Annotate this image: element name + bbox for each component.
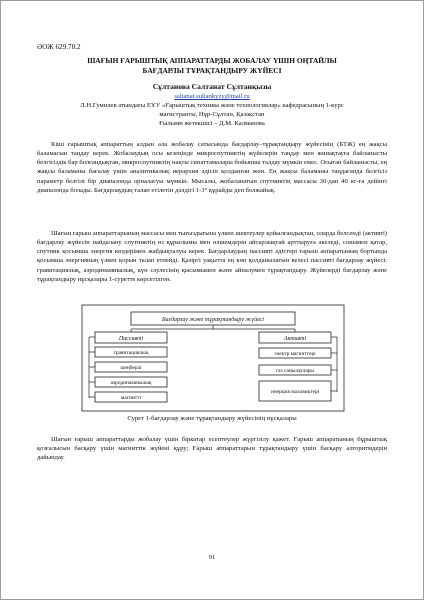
passive-item-aero: аэродинамикалық — [110, 380, 152, 386]
active-item-gas-jets: газ саңылаулары — [275, 368, 315, 374]
active-item-electromagnets: электр магниттері — [274, 351, 316, 357]
affiliation-block — [37, 101, 387, 129]
active-header: Активті — [283, 336, 307, 342]
affiliation-line: Л.Н.Гумилев атындағы ЕҰУ «Ғарыштық техника және технологиялар» кафедрасының 1-курс — [80, 102, 344, 109]
figure-1-diagram — [81, 304, 345, 412]
paper-title — [37, 56, 387, 76]
diagram-top-label: Бағдарлау және тұрақтандыру жүйесі — [161, 317, 265, 323]
title-line: БАҒДАРЛЫ ТҰРАҚТАНДЫРУ ЖҮЙЕСІ — [142, 66, 282, 75]
passive-item-gravity: гравитациялық — [113, 350, 149, 356]
udc-code: ӘОЖ 629.78.2 — [37, 43, 81, 51]
supervisor-line: Ғылыми жетекшісі – Д.М. Калманова — [159, 120, 265, 128]
body-paragraph-2: Шағын ғарыш аппараттарының массасы мен тығыздығына үлкен шектеулер қойылғандықтан, оларда белсенді (активті) бағдарлау жүйесін пайдалану спутниктің өз құрылымы мен өлшемдерін айтарлықтай арттыруға әкеледі, сонымен қатар, спутник қосымша энергия көздерімен жабдықталуы керек. Бағдарлаудың пассивті әдістері ғарыш аппаратының бортында қосымша энергияның үлкен қорын талап етпейді. Қазіргі уақытта ең көп қолданылатын келесі пассивті бағдарлау жүйесі: гравитациялық, аэродинамикалық, күн сәулесінің қысымымен және айналумен тұрақтандыру. Жүйелерді бағдарлау және тұрақтандыру нұсқалары 1-суретте көрсетілген. — [37, 230, 387, 283]
body-paragraph-3: Шағын ғарыш аппараттарды жобалау үшін біркатар есептеулер жүргізілу қажет. Ғарыш аппаратының бұрыштық қозғалысын басқару үшін магниттік жүйені құру; Ғарыш аппараттарын тұрақтандыру үшін басқару алгоритмдерін дайындау. — [37, 436, 387, 462]
title-line: ШАҒЫН ҒАРЫШТЫҚ АППАРАТТАРДЫ ЖОБАЛАУ ҮШІН ОҢТАЙЛЫ — [87, 56, 337, 65]
page-number: 91 — [208, 554, 216, 561]
body-paragraph-1: Кіші ғарыштық аппараттың алдын ала жобалау сатысында бағдарлау–тұрақтандыру жүйесінің (БТЖ) ең жақсы баламасын таңдау керек. Жобалаудың осы кезеңінде микроспутниктің жүйелерін таңдау мен жинақтауға байланысты белгісіздік бар болғандықтан, микроспутниктің нақты сипаттамалары бойынша талдау мүмкін емес. Осыған байланысты, ең жақсы баламаны бағалау үшін аналитикалық иерархия әдісін қолданған жөн. Ең жақсы баламаны таңдағанда белгісіз параметр белгілі бір диапазонда орналасуы мүмкін. Мысалы, жобаланатын спутниктің массасы 30-дан 40 кг-ға дейінгі диапазонда болады. Бағдарлаудың талап етілетін дәлдігі 1-3° құрайды деп болжайық. — [37, 141, 387, 194]
active-item-flywheels: инерция маховиктері — [270, 389, 320, 395]
author-name: Сұлтанова Салтанат Сұлтанқызы — [152, 82, 272, 91]
passive-item-ring: шеңберлі — [120, 365, 142, 371]
affiliation-line: магистранты, Нұр-Сұлтан, Қазақстан — [159, 111, 265, 119]
author-email-link[interactable]: saltanat.sultankyzy@mail.ru — [174, 93, 250, 100]
passive-header: Пассивті — [118, 336, 144, 342]
passive-item-magnetic: магнитті — [121, 395, 141, 401]
figure-caption: Сурет 1-бағдарлау және тұрақтандыру жүйесінің нұсқалары — [127, 415, 297, 422]
